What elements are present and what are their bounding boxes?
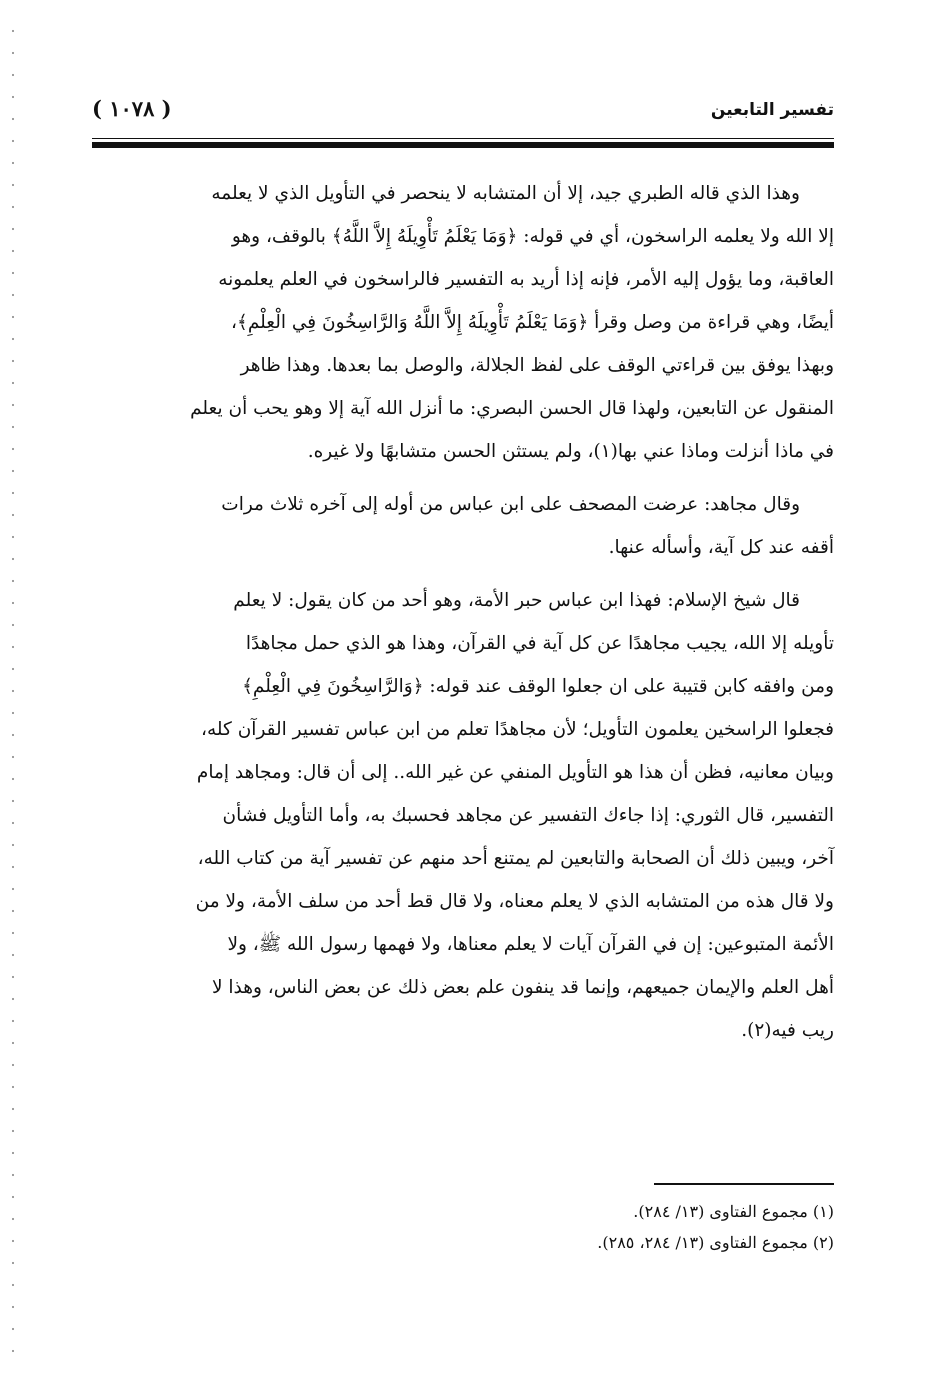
binding-dots	[12, 20, 14, 1360]
text-line: وقال مجاهد: عرضت المصحف على ابن عباس من أوله إلى آخره ثلاث مرات	[221, 494, 800, 515]
text-line: أهل العلم والإيمان جميعهم، وإنما قد ينفون علم بعض ذلك عن بعض الناس، وهذا لا	[211, 977, 834, 998]
text-line: أقفه عند كل آية، وأسأله عنها.	[608, 537, 834, 558]
text-line: وبهذا يوفق بين قراءتي الوقف على لفظ الجلالة، والوصل بما بعدها. وهذا ظاهر	[240, 355, 834, 376]
text-line: وبيان معانيه، فظن أن هذا هو التأويل المنفي عن غير الله.. إلى أن قال: ومجاهد إمام	[196, 762, 834, 783]
text-line: العاقبة، وما يؤول إليه الأمر، فإنه إذا أريد به التفسير فالراسخون في العلم يعلمونه	[218, 269, 834, 290]
text-line: إلا الله ولا يعلمه الراسخون، أي في قوله: ﴿وَمَا يَعْلَمُ تَأْوِيلَهُ إِلاَّ اللَّهُ﴾ بالوقف، وهو	[231, 226, 834, 247]
footnotes	[92, 1196, 834, 1258]
footnote-2: (٢) مجموع الفتاوى (١٣/ ٢٨٤، ٢٨٥).	[597, 1233, 834, 1252]
text-line: فجعلوا الراسخين يعلمون التأويل؛ لأن مجاهدًا تعلم من ابن عباس تفسير القرآن كله،	[201, 719, 834, 740]
text-line: تأويله إلا الله، يجيب مجاهدًا عن كل آية في القرآن، وهذا هو الذي حمل مجاهدًا	[245, 633, 834, 654]
paragraph-2	[92, 483, 834, 569]
text-line: وهذا الذي قاله الطبري جيد، إلا أن المتشابه لا ينحصر في التأويل الذي لا يعلمه	[211, 183, 800, 204]
text-line: أيضًا، وهي قراءة من وصل وقرأ ﴿وَمَا يَعْلَمُ تَأْوِيلَهُ إِلاَّ اللَّهُ وَالرَّاسِخُونَ فِي الْعِلْمِ﴾،	[231, 312, 834, 333]
page-number: ( ١٠٧٨ )	[92, 96, 172, 121]
text-line: ومن وافقه كابن قتيبة على ان جعلوا الوقف عند قوله: ﴿وَالرَّاسِخُونَ فِي الْعِلْمِ﴾	[242, 676, 834, 697]
text-line: قال شيخ الإسلام: فهذا ابن عباس حبر الأمة، وهو أحد من كان يقول: لا يعلم	[233, 590, 800, 611]
text-line: في ماذا أنزلت وماذا عني بها(١)، ولم يستثن الحسن متشابهًا ولا غيره.	[307, 441, 834, 462]
header-rule-thin	[92, 138, 834, 139]
running-header	[92, 96, 834, 136]
footnote-1: (١) مجموع الفتاوى (١٣/ ٢٨٤).	[633, 1202, 834, 1221]
text-line: ريب فيه(٢).	[741, 1020, 834, 1041]
text-line: التفسير، قال الثوري: إذا جاءك التفسير عن مجاهد فحسبك به، وأما التأويل فشأن	[222, 805, 834, 826]
text-line: ولا قال هذه من المتشابه الذي لا يعلم معناه، ولا قال قط أحد من سلف الأمة، ولا من	[195, 891, 834, 912]
paragraph-3	[92, 579, 834, 1052]
footnote-separator	[654, 1183, 834, 1185]
main-text	[92, 172, 834, 1062]
book-title: تفسير التابعين	[710, 100, 834, 120]
text-line: المنقول عن التابعين، ولهذا قال الحسن البصري: ما أنزل الله آية إلا وهو يحب أن يعلم	[190, 398, 834, 419]
paragraph-1	[92, 172, 834, 473]
text-line: الأئمة المتبوعين: إن في القرآن آيات لا يعلم معناها، ولا فهمها رسول الله ﷺ، ولا	[227, 934, 834, 955]
header-rule-thick	[92, 142, 834, 148]
text-line: آخر، ويبين ذلك أن الصحابة والتابعين لم يمتنع أحد منهم عن تفسير آية من كتاب الله،	[197, 848, 834, 869]
